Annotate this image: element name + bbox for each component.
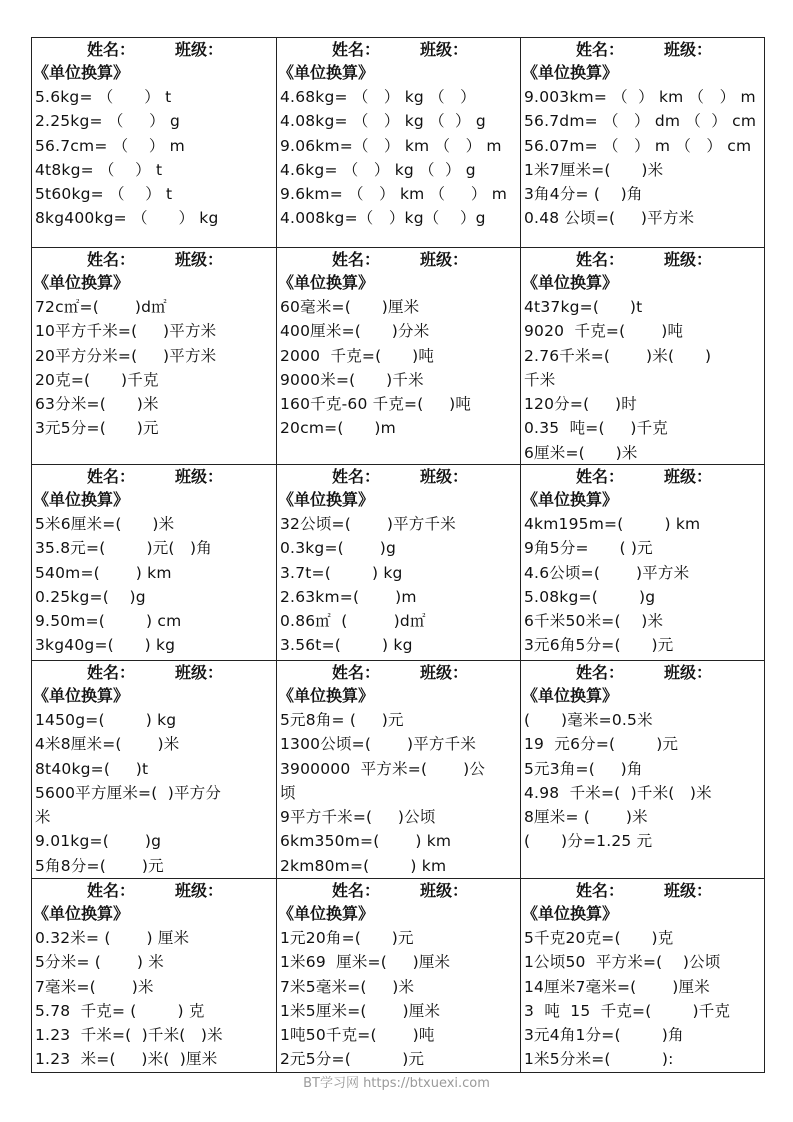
student-info-header: [524, 249, 764, 271]
conversion-problem: 1米5分米=( ):: [524, 1050, 674, 1069]
student-info-header: [524, 39, 764, 61]
exercise-cell: [32, 248, 277, 465]
exercise-title: 《单位换算》: [278, 686, 375, 705]
exercise-title: 《单位换算》: [33, 63, 130, 82]
exercise-title: 《单位换算》: [33, 904, 130, 923]
conversion-problem: 160千克-60 千克=( )吨: [280, 395, 472, 414]
conversion-problem: 0.32米= ( ) 厘米: [35, 929, 190, 947]
conversion-problem: 5.08kg=( )g: [524, 587, 656, 606]
conversion-problem: 2元5分=( )元: [280, 1050, 425, 1069]
conversion-problem: 9.003km= （ ） km （ ） m: [524, 88, 756, 106]
exercise-title: 《单位换算》: [278, 904, 375, 923]
conversion-problem: 3kg40g=( ) kg: [35, 636, 176, 655]
exercise-cell: [521, 38, 764, 248]
conversion-problem: 1米5厘米=( )厘米: [280, 1001, 441, 1020]
conversion-problem: 56.7dm= （ ） dm （ ） cm: [524, 112, 757, 131]
conversion-problem: 1公顷50 平方米=( )公顷: [524, 953, 721, 972]
conversion-problem: 3.7t=( ) kg: [280, 563, 403, 582]
conversion-problem: 9.01kg=( )g: [35, 832, 162, 851]
exercise-cell: [521, 465, 764, 661]
student-info-header: [524, 466, 764, 488]
conversion-problem: 3900000 平方米=( )公: [280, 759, 486, 778]
exercise-title: 《单位换算》: [522, 63, 619, 82]
conversion-problem: 20平方分米=( )平方米: [35, 346, 217, 365]
exercise-title: 《单位换算》: [33, 490, 130, 509]
exercise-title: 《单位换算》: [33, 686, 130, 705]
conversion-problem: 4.008kg=（ ）kg（ ）g: [280, 209, 486, 228]
exercise-cell: [32, 879, 277, 1072]
conversion-problem: 3元6角5分=( )元: [524, 636, 674, 655]
student-info-header: [35, 880, 276, 902]
name-label: 姓名：: [576, 663, 625, 682]
exercise-cell: [32, 38, 277, 248]
conversion-problem: 4.98 千米=( )千米( )米: [524, 783, 712, 802]
name-label: 姓名：: [576, 40, 625, 59]
conversion-problem: 9平方千米=( )公顷: [280, 808, 436, 827]
conversion-problem: 4.68kg= （ ） kg （ ）: [280, 88, 476, 106]
conversion-problem: 1米69 厘米=( )厘米: [280, 953, 451, 972]
conversion-problem: 6km350m=( ) km: [280, 832, 452, 851]
exercise-cell: [521, 248, 764, 465]
conversion-problem: ( )分=1.25 元: [524, 832, 653, 851]
conversion-problem: 1吨50千克=( )吨: [280, 1026, 435, 1045]
conversion-problem: 5600平方厘米=( )平方分: [35, 783, 222, 802]
name-label: 姓名：: [87, 881, 136, 900]
name-label: 姓名：: [576, 881, 625, 900]
class-label: 班级：: [664, 467, 713, 486]
worksheet: [31, 37, 765, 1073]
class-label: 班级：: [175, 663, 224, 682]
exercise-cell: [521, 661, 764, 879]
conversion-problem: 8t40kg=( )t: [35, 759, 149, 778]
conversion-problem: 2.76千米=( )米( ): [524, 346, 712, 365]
name-label: 姓名：: [332, 250, 381, 269]
exercise-title: 《单位换算》: [522, 490, 619, 509]
conversion-problem: 1米7厘米=( )米: [524, 160, 664, 179]
conversion-problem: 540m=( ) km: [35, 563, 172, 582]
conversion-problem: 8厘米= ( )米: [524, 808, 648, 827]
conversion-problem: 4.6kg= （ ） kg （ ） g: [280, 160, 476, 179]
conversion-problem: 400厘米=( )分米: [280, 322, 430, 341]
conversion-problem: 32公顷=( )平方千米: [280, 515, 456, 533]
conversion-problem: 56.07m= （ ） m （ ） cm: [524, 136, 752, 155]
conversion-problem: 9.50m=( ) cm: [35, 612, 182, 631]
name-label: 姓名：: [332, 40, 381, 59]
exercise-title: 《单位换算》: [278, 273, 375, 292]
student-info-header: [280, 880, 520, 902]
conversion-problem: 1.23 米=( )米( )厘米: [35, 1050, 218, 1069]
conversion-problem: 5.78 千克= ( ) 克: [35, 1001, 205, 1020]
conversion-problem: 35.8元=( )元( )角: [35, 539, 212, 558]
exercise-cell: [521, 879, 764, 1072]
conversion-problem: 63分米=( )米: [35, 395, 159, 414]
student-info-header: [35, 466, 276, 488]
name-label: 姓名：: [87, 40, 136, 59]
name-label: 姓名：: [87, 663, 136, 682]
conversion-problem: 2.25kg= （ ） g: [35, 112, 181, 131]
conversion-problem: 0.25kg=( )g: [35, 587, 146, 606]
conversion-problem: 14厘米7毫米=( )厘米: [524, 977, 710, 996]
conversion-problem: 0.48 公顷=( )平方米: [524, 209, 695, 228]
name-label: 姓名：: [332, 881, 381, 900]
class-label: 班级：: [420, 881, 469, 900]
conversion-problem: 19 元6分=( )元: [524, 735, 679, 754]
class-label: 班级：: [175, 40, 224, 59]
conversion-problem: 60毫米=( )厘米: [280, 298, 420, 316]
exercise-title: 《单位换算》: [33, 273, 130, 292]
conversion-problem: 0.3kg=( )g: [280, 539, 397, 558]
name-label: 姓名：: [576, 250, 625, 269]
class-label: 班级：: [664, 881, 713, 900]
student-info-header: [280, 662, 520, 684]
conversion-problem: 4.08kg= （ ） kg （ ） g: [280, 112, 486, 131]
worksheet-grid: [32, 38, 764, 1072]
name-label: 姓名：: [87, 250, 136, 269]
exercise-cell: [277, 38, 521, 248]
exercise-title: 《单位换算》: [522, 686, 619, 705]
conversion-problem: 1300公顷=( )平方千米: [280, 735, 477, 754]
conversion-problem: 2km80m=( ) km: [280, 856, 447, 875]
class-label: 班级：: [664, 663, 713, 682]
conversion-problem: 4t8kg= （ ） t: [35, 160, 163, 179]
conversion-problem: 9020 千克=( )吨: [524, 322, 684, 341]
conversion-problem: 9.6km= （ ） km （ ） m: [280, 185, 508, 204]
name-label: 姓名：: [87, 467, 136, 486]
conversion-problem: 5米6厘米=( )米: [35, 515, 175, 533]
exercise-title: 《单位换算》: [278, 63, 375, 82]
conversion-problem: 1.23 千米=( )千米( )米: [35, 1026, 223, 1045]
conversion-problem: 5千克20克=( )克: [524, 929, 674, 947]
class-label: 班级：: [664, 250, 713, 269]
conversion-problem: 10平方千米=( )平方米: [35, 322, 217, 341]
class-label: 班级：: [175, 881, 224, 900]
conversion-problem: 3元5分=( )元: [35, 419, 159, 438]
conversion-problem: 顷: [280, 783, 296, 802]
conversion-problem: 6千米50米=( )米: [524, 612, 664, 631]
name-label: 姓名：: [576, 467, 625, 486]
student-info-header: [280, 466, 520, 488]
exercise-cell: [277, 465, 521, 661]
student-info-header: [524, 880, 764, 902]
conversion-problem: 5元3角=( )角: [524, 759, 643, 778]
conversion-problem: 4km195m=( ) km: [524, 515, 701, 533]
conversion-problem: 5分米= ( ) 米: [35, 953, 164, 972]
student-info-header: [35, 249, 276, 271]
conversion-problem: 1元20角=( )元: [280, 929, 414, 947]
conversion-problem: 7毫米=( )米: [35, 977, 154, 996]
conversion-problem: 4米8厘米=( )米: [35, 735, 180, 754]
conversion-problem: 3.56t=( ) kg: [280, 636, 413, 655]
conversion-problem: 20cm=( )m: [280, 419, 396, 438]
class-label: 班级：: [664, 40, 713, 59]
student-info-header: [35, 662, 276, 684]
conversion-problem: 3 吨 15 千克=( )千克: [524, 1001, 731, 1020]
conversion-problem: 9角5分= ( )元: [524, 539, 653, 558]
conversion-problem: ( )毫米=0.5米: [524, 711, 653, 729]
conversion-problem: 3角4分= ( )角: [524, 185, 643, 204]
conversion-problem: 8kg400kg= （ ） kg: [35, 209, 219, 228]
exercise-cell: [277, 661, 521, 879]
class-label: 班级：: [175, 467, 224, 486]
conversion-problem: 120分=( )时: [524, 395, 637, 414]
student-info-header: [524, 662, 764, 684]
exercise-cell: [277, 248, 521, 465]
conversion-problem: 5元8角= ( )元: [280, 711, 404, 729]
exercise-title: 《单位换算》: [278, 490, 375, 509]
conversion-problem: 4.6公顷=( )平方米: [524, 563, 690, 582]
exercise-title: 《单位换算》: [522, 904, 619, 923]
class-label: 班级：: [420, 467, 469, 486]
conversion-problem: 5.6kg= （ ） t: [35, 88, 172, 106]
conversion-problem: 56.7cm= （ ） m: [35, 136, 185, 155]
conversion-problem: 0.86㎡ ( )d㎡: [280, 612, 426, 631]
conversion-problem: 2.63km=( )m: [280, 587, 417, 606]
conversion-problem: 6厘米=( )米: [524, 443, 638, 462]
class-label: 班级：: [420, 663, 469, 682]
conversion-problem: 4t37kg=( )t: [524, 298, 643, 316]
student-info-header: [280, 249, 520, 271]
student-info-header: [280, 39, 520, 61]
conversion-problem: 3元4角1分=( )角: [524, 1026, 684, 1045]
conversion-problem: 9.06km=（ ） km （ ） m: [280, 136, 502, 155]
conversion-problem: 1450g=( ) kg: [35, 711, 177, 729]
conversion-problem: 米: [35, 808, 51, 827]
name-label: 姓名：: [332, 467, 381, 486]
conversion-problem: 千米: [524, 370, 556, 389]
conversion-problem: 0.35 吨=( )千克: [524, 419, 668, 438]
conversion-problem: 9000米=( )千米: [280, 370, 424, 389]
conversion-problem: 5角8分=( )元: [35, 856, 164, 875]
class-label: 班级：: [420, 250, 469, 269]
conversion-problem: 2000 千克=( )吨: [280, 346, 435, 365]
class-label: 班级：: [175, 250, 224, 269]
conversion-problem: 7米5毫米=( )米: [280, 977, 415, 996]
exercise-cell: [32, 465, 277, 661]
exercise-cell: [32, 661, 277, 879]
student-info-header: [35, 39, 276, 61]
conversion-problem: 20克=( )千克: [35, 370, 159, 389]
name-label: 姓名：: [332, 663, 381, 682]
exercise-title: 《单位换算》: [522, 273, 619, 292]
watermark: BT学习网 https://btxuexi.com: [303, 1076, 490, 1091]
conversion-problem: 72c㎡=( )d㎡: [35, 298, 167, 316]
exercise-cell: [277, 879, 521, 1072]
conversion-problem: 5t60kg= （ ） t: [35, 185, 173, 204]
class-label: 班级：: [420, 40, 469, 59]
